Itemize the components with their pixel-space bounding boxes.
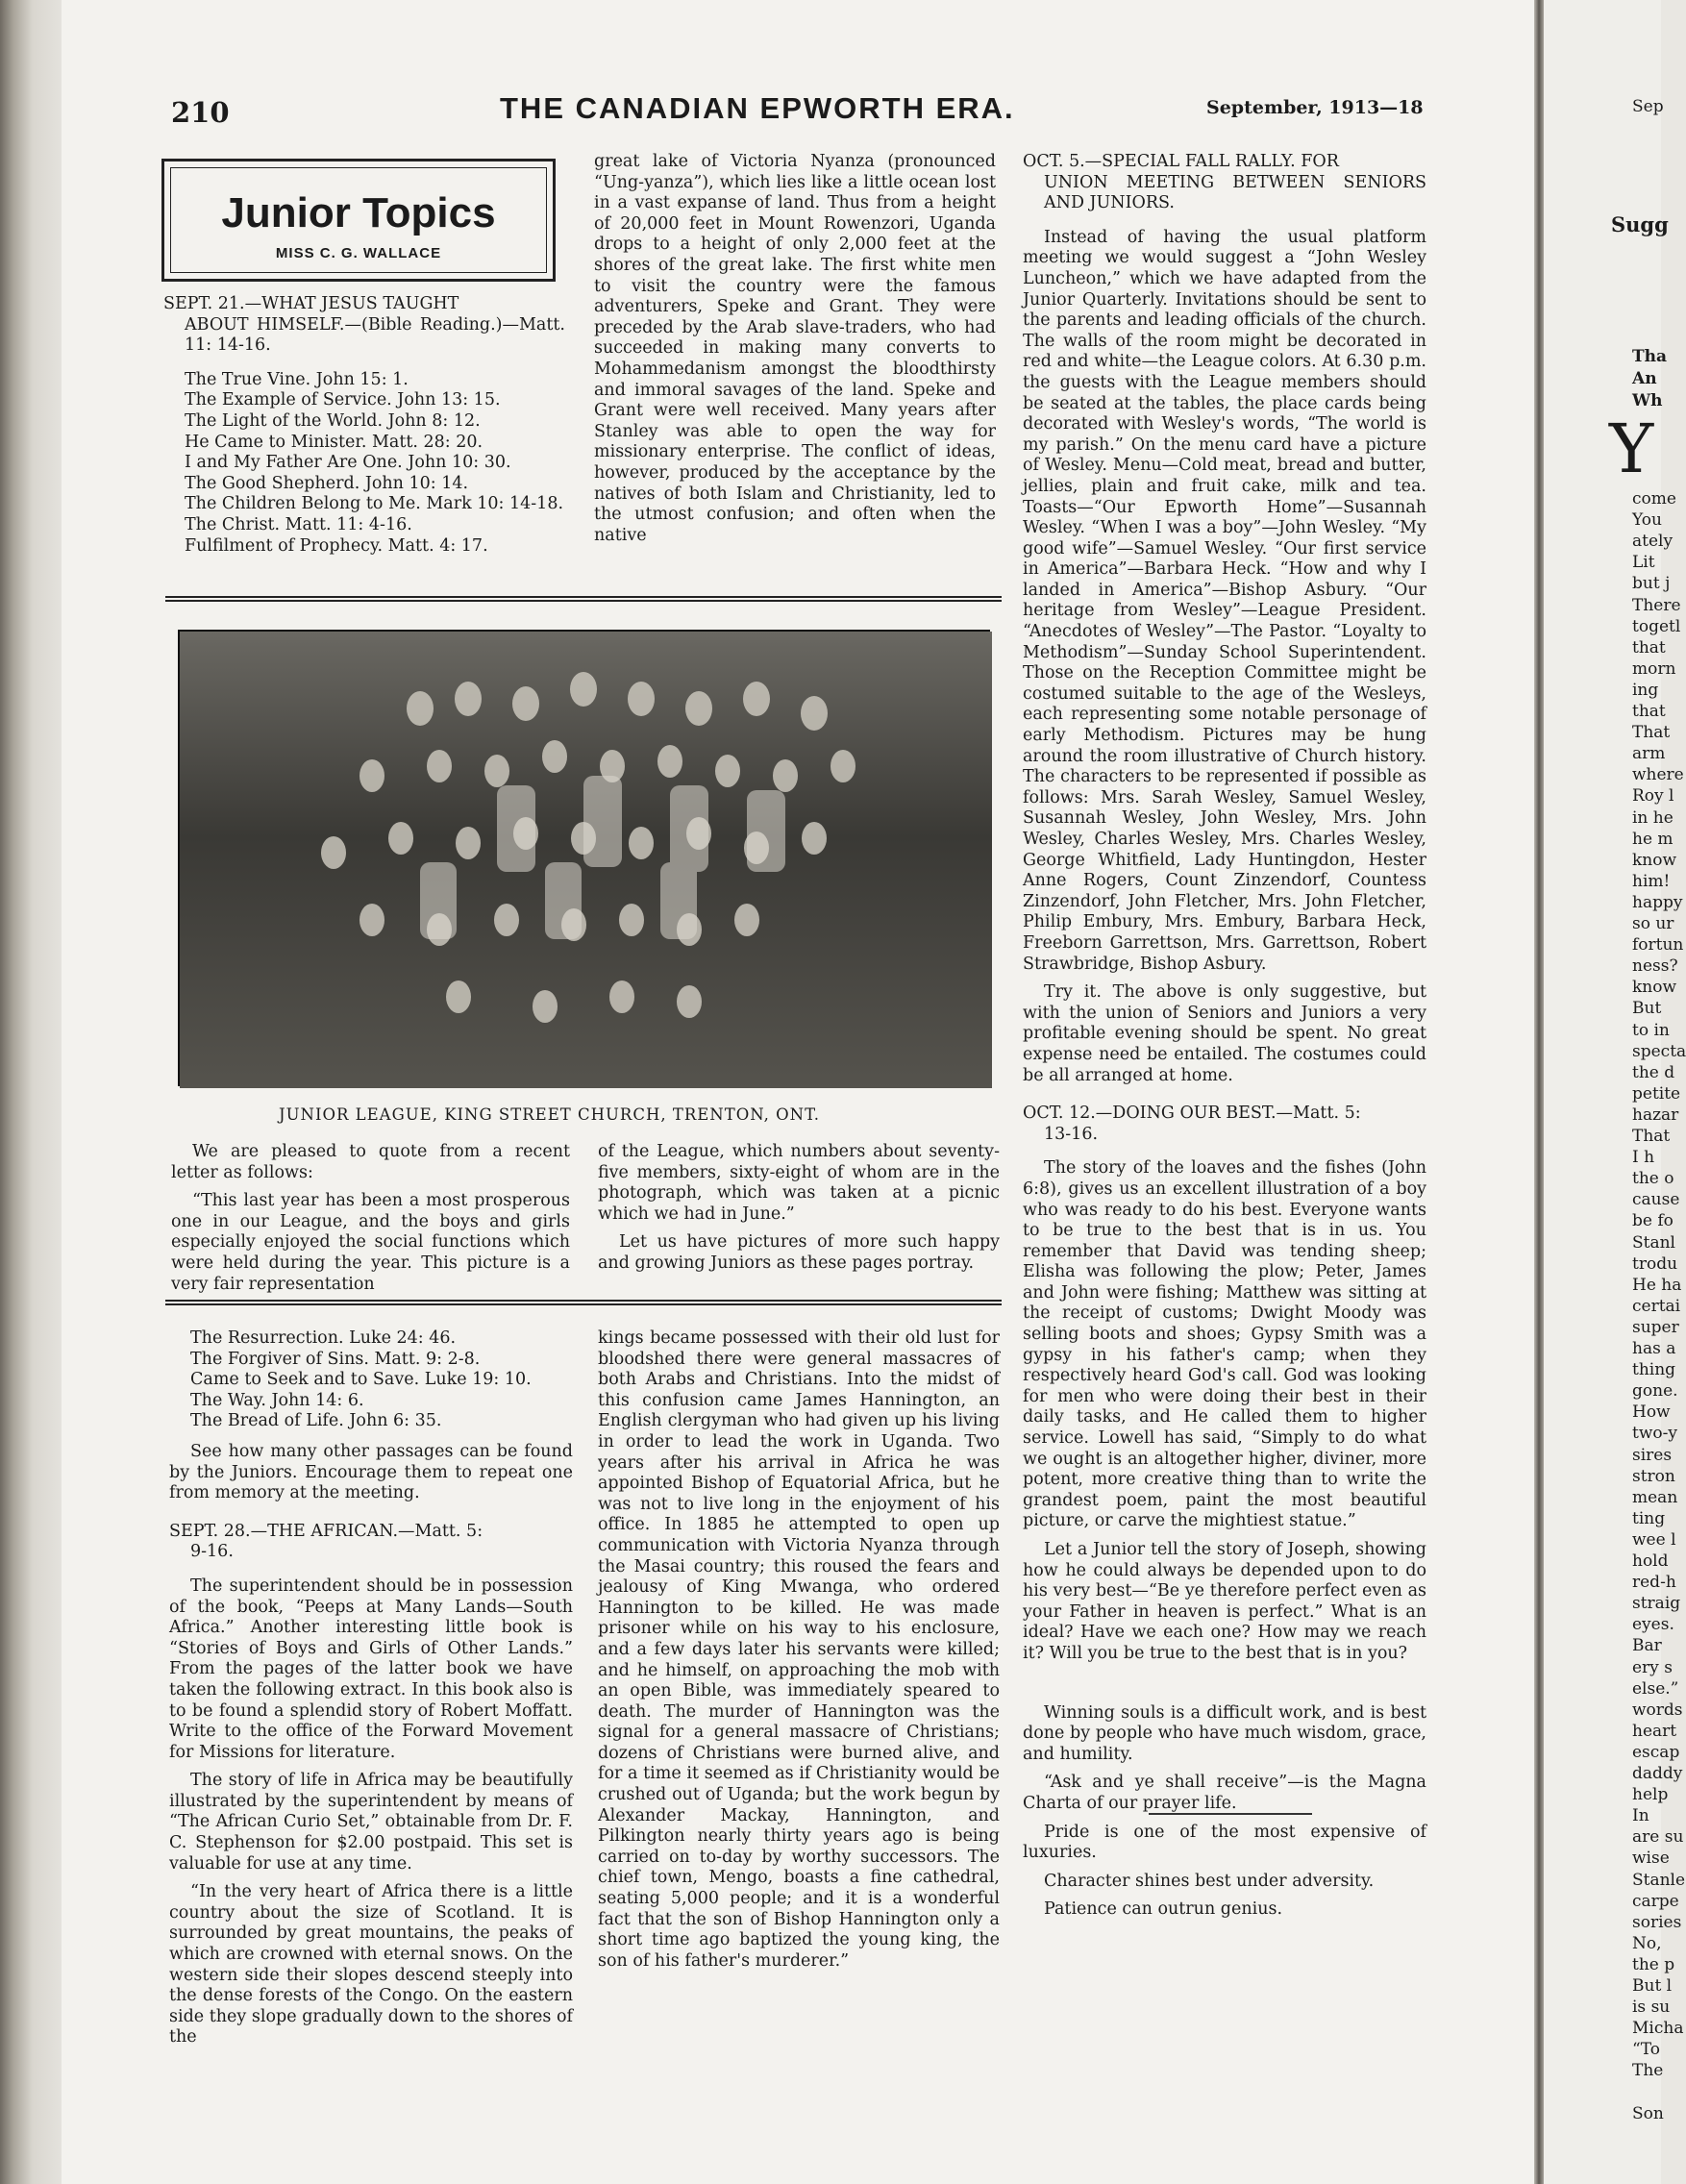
quote-pride: Pride is one of the most expensive of luxuries. — [1023, 1822, 1426, 1863]
column-3 — [1023, 152, 1426, 1928]
next-page-header: Sep — [1632, 97, 1664, 116]
sept28-heading — [169, 1522, 573, 1563]
next-page-fragment: that — [1632, 702, 1666, 721]
oct12-heading-line1: OCT. 12.—DOING OUR BEST.—Matt. 5: — [1023, 1104, 1361, 1124]
book-binding — [0, 0, 62, 2184]
next-page-fragment: to in — [1632, 1020, 1670, 1040]
next-page-fragment: ness? — [1632, 956, 1678, 977]
sept28-heading-line1: SEPT. 28.—THE AFRICAN.—Matt. 5: — [169, 1521, 483, 1541]
letter-right — [598, 1142, 1000, 1282]
next-page-fragment: the p — [1632, 1954, 1675, 1974]
uganda-paragraph: great lake of Victoria Nyanza (pronounced “Ung-yanza”), which lies like a little ocean lost in a vast expanse of land. Thus from a height of 20,000 feet in Mount Rowenzori, Uganda drops to a height of only 2,000 feet at the shores of the great lake. The first white men to visit the country were the famous adventurers, Speke and Grant. They were preceded by the Arab slave-traders, who had succeeded in making many converts to Mohammedanism amongst the bloodthirsty and immoral savages of the land. Speke and Grant were well received. Many years after Stanley was able to open the way for missionary enterprise. The conflict of ideas, however, produced by the acceptance by the natives of both Islam and Christianity, led to the utmost confusion; and often when the native — [594, 152, 996, 545]
next-page-fragment: the o — [1632, 1169, 1674, 1189]
letter-continued: of the League, which numbers about seventy-five members, sixty-eight of whom are in the photograph, which was taken at a picnic which we had in June.” — [598, 1142, 1000, 1224]
list-item: Came to Seek and to Save. Luke 19: 10. — [190, 1370, 532, 1390]
next-page-fragment: I h — [1632, 1148, 1655, 1168]
next-page-fragment: That — [1632, 1127, 1671, 1146]
junior-topics-box — [161, 159, 556, 282]
next-page-fragment: thing — [1632, 1360, 1676, 1380]
african-p2: The story of life in Africa may be beautifully illustrated by the superintendent by means of “The African Curio Set,” obtainable from Dr. F. C. Stephenson for $2.00 postpaid. This set is valuable for use at any time. — [169, 1771, 573, 1874]
column-2-top — [594, 152, 996, 554]
next-page-fragment: Roy l — [1632, 786, 1674, 807]
joseph-paragraph: Let a Junior tell the story of Joseph, showing how he could always be depended upon to do his very best—“Be ye therefore perfect even as your Father in heaven is perfect.” What is an ideal? Have we each one? How may we reach it? Will you be true to the best that is in you? — [1023, 1540, 1426, 1663]
list-item: He Came to Minister. Matt. 28: 20. — [185, 432, 483, 452]
short-divider — [1149, 1813, 1312, 1815]
hannington-paragraph: kings became possessed with their old lust for bloodshed there were general massacres of both Arabs and Christians. Into the midst of this confusion came James Hannington, an English clergyman who had given up his living in order to lead the work in Uganda. Two years after his arrival in Africa he was appointed Bishop of Equatorial Africa, but he was not to live long in the enjoyment of his office. In 1885 he attempted to open up communication with Victoria Nyanza through the Masai country; this roused the fears and jealousy of King Mwanga, who ordered Hannington to be killed. He was made prisoner while on his way to his enclosure, and a few days later his servants were killed; and he himself, on approaching the mob with an open Bible, was immediately speared to death. The murder of Hannington was the signal for a general massacre of Christians; dozens of Christians were burned alive, and for a time it seemed as if Christianity would be crushed out of Uganda; but the work begun by Alexander Mackay, Hannington, and Pilkington nearly thirty years ago is being carried on to-day by worthy successors. The chief town, Mengo, boasts a fine cathedral, seating 5,000 people; and it is a wonderful fact that the son of Bishop Hannington only a short time ago baptized the young king, the son of his father's murderer.” — [598, 1328, 1000, 1971]
letter-intro: We are pleased to quote from a recent letter as follows: — [171, 1142, 570, 1182]
scripture-list-1 — [163, 370, 565, 557]
oct12-heading — [1023, 1104, 1426, 1145]
double-rule-bottom — [165, 1300, 1002, 1305]
masthead: THE CANADIAN EPWORTH ERA. — [500, 91, 1015, 125]
next-page-fragment: but j — [1632, 574, 1671, 594]
next-page-fragment: “To — [1632, 2040, 1660, 2060]
next-page-fragment: know — [1632, 850, 1677, 870]
list-item: The Resurrection. Luke 24: 46. — [190, 1328, 457, 1348]
next-page-fragment: wee l — [1632, 1529, 1676, 1550]
next-page-edge — [1544, 0, 1686, 2184]
next-page-fragment: Stanle — [1632, 1870, 1686, 1890]
list-item: The Bread of Life. John 6: 35. — [190, 1411, 442, 1431]
sept21-heading — [163, 294, 565, 357]
next-page-fragment: super — [1632, 1317, 1679, 1337]
next-page-fragment: that — [1632, 637, 1666, 658]
next-page-fragment: else.” — [1632, 1678, 1679, 1699]
next-page-fragment: specta — [1632, 1041, 1686, 1061]
next-page-fragment: escap — [1632, 1742, 1680, 1762]
next-page-fragment: Stanl — [1632, 1232, 1675, 1253]
next-page-fragment: red-h — [1632, 1573, 1676, 1593]
next-page-fragment: But l — [1632, 1976, 1673, 1996]
quote-character: Character shines best under adversity. — [1044, 1871, 1375, 1891]
column-2-bottom — [598, 1328, 1000, 1979]
next-page-fragment: hold — [1632, 1551, 1669, 1571]
next-page-fragment: the d — [1632, 1062, 1675, 1082]
next-page-fragment: mean — [1632, 1487, 1678, 1507]
try-it-paragraph: Try it. The above is only suggestive, but with the union of Seniors and Juniors a very profitable evening should be spent. No great expense need be entailed. The costumes could be all arranged at home. — [1023, 982, 1426, 1085]
next-page-fragment: He ha — [1632, 1275, 1682, 1295]
next-page-fragment: An — [1632, 369, 1657, 388]
next-page-fragment: carpe — [1632, 1891, 1679, 1911]
list-item: The True Vine. John 15: 1. — [185, 369, 409, 389]
next-page-fragment: sires — [1632, 1445, 1673, 1465]
photo-caption: JUNIOR LEAGUE, KING STREET CHURCH, TRENTON, ONT. — [279, 1105, 820, 1124]
list-item: The Christ. Matt. 11: 4-16. — [185, 514, 412, 534]
next-page-fragment: know — [1632, 978, 1677, 998]
column-1-bottom — [169, 1328, 573, 2056]
list-item: The Children Belong to Me. Mark 10: 14-18. — [185, 494, 564, 514]
photo-image — [180, 632, 992, 1088]
next-page-fragment: hazar — [1632, 1104, 1679, 1125]
next-page-fragment: be fo — [1632, 1211, 1674, 1231]
next-page-fragment: has a — [1632, 1339, 1676, 1358]
next-page-fragment: There — [1632, 595, 1681, 615]
african-p1: The superintendent should be in possession of the book, “Peeps at Many Lands—South Africa.” Another interesting little book is “Stories of Boys and Girls of Other Lands.” From the pages of the latter book we have taken the following extract. In this book also is to be found a splendid story of Robert Moffatt. Write to the office of the Forward Movement for Missions for literature. — [169, 1576, 573, 1762]
section-byline: MISS C. G. WALLACE — [275, 245, 442, 261]
next-page-fragment: fortun — [1632, 935, 1684, 956]
next-page-fragment: straig — [1632, 1594, 1681, 1614]
list-item: The Forgiver of Sins. Matt. 9: 2-8. — [190, 1349, 481, 1369]
next-page-fragment: is su — [1632, 1998, 1671, 2018]
list-item: The Way. John 14: 6. — [190, 1390, 364, 1410]
next-page-fragment: In — [1632, 1806, 1649, 1826]
next-page-fragment: heart — [1632, 1721, 1677, 1741]
next-page-fragment: help — [1632, 1785, 1669, 1805]
next-page-fragment: come — [1632, 489, 1676, 509]
next-page-fragment: Tha — [1632, 347, 1668, 366]
next-page-fragment: petite — [1632, 1083, 1681, 1104]
next-page-fragment: trodu — [1632, 1253, 1678, 1274]
next-page-fragment: Micha — [1632, 2019, 1684, 2039]
quote-winning-souls: Winning souls is a difficult work, and is best done by people who have much wisdom, grace, and humility. — [1023, 1702, 1426, 1764]
list-item: The Light of the World. John 8: 12. — [185, 410, 481, 431]
next-page-fragment: so ur — [1632, 914, 1674, 933]
next-page-fragment: Lit — [1632, 553, 1655, 573]
next-page-fragment: ting — [1632, 1508, 1666, 1528]
next-page-fragment: him! — [1632, 871, 1671, 891]
junior-topics-box-inner — [170, 167, 547, 273]
next-page-fragment: are su — [1632, 1827, 1684, 1848]
next-page-fragment: in he — [1632, 807, 1674, 828]
letter-closing: Let us have pictures of more such happy and growing Juniors as these pages portray. — [598, 1232, 1000, 1273]
luncheon-paragraph: Instead of having the usual platform meeting we would suggest a “John Wesley Luncheon,” which we have adapted from the Junior Quarterly. Invitations should be sent to the parents and leading officials of the church. The walls of the room might be decorated in red and white—the League colors. At 6.30 p.m. the guests with the League members should be seated at the tables, the place cards being decorated with Wesley's words, “The world is my parish.” On the menu card have a picture of Wesley. Menu—Cold meat, bread and butter, jellies, plain and fruit cake, milk and tea. Toasts—“Our Epworth Home”—Susannah Wesley. “When I was a boy”—John Wesley. “My good wife”—Samuel Wesley. “Our first service in America”—Barbara Heck. “How and why I landed in America”—Bishop Asbury. “Our heritage from Wesley”—League President. “Anecdotes of Wesley”—The Pastor. “Loyalty to Methodism”—Sunday School Superintendent. Those on the Reception Committee might be costumed suitable to the age of the Wesleys, each representing some notable personage of early Methodism. Pictures may be hung around the room illustrative of Church history. The characters to be represented if possible as follows: Mrs. Sarah Wesley, Samuel Wesley, Susannah Wesley, John Wesley, Mrs. John Wesley, Charles Wesley, Mrs. Charles Wesley, George Whitfield, Lady Huntingdon, Hester Anne Rogers, Count Zinzendorf, Countess Zinzendorf, John Fletcher, Mrs. John Fletcher, Philip Embury, Mrs. Embury, Barbara Heck, Freeborn Garrettson, Mrs. Garrettson, Robert Strawbridge, Bishop Asbury. — [1023, 227, 1426, 974]
page-gutter — [1534, 0, 1544, 2184]
letter-left — [171, 1142, 570, 1303]
oct12-heading-line2: 13-16. — [1044, 1124, 1099, 1144]
next-page-fragment: words — [1632, 1700, 1683, 1720]
next-page-fragment: Bar — [1632, 1636, 1662, 1656]
african-p3: “In the very heart of Africa there is a little country about the size of Scotland. It is surrounded by great mountains, the peaks of which are crowned with eternal snows. On the western side their slopes descend steeply into the dense forests of the Congo. On the eastern side they slope gradually down to the shores of the — [169, 1882, 573, 2048]
oct5-heading-line2: UNION MEETING BETWEEN SENIORS AND JUNIORS. — [1044, 172, 1426, 213]
next-page-fragment: How — [1632, 1402, 1671, 1423]
next-page-fragment: You — [1632, 510, 1662, 531]
next-page-fragment: morn — [1632, 658, 1676, 679]
letter-quote: “This last year has been a most prosperous one in our League, and the boys and girls especially enjoyed the social functions which were held during the year. This picture is a very fair representation — [171, 1191, 570, 1294]
next-page-fragment: eyes. — [1632, 1615, 1674, 1635]
next-page-fragment: sories — [1632, 1912, 1682, 1932]
next-page-fragment: gone. — [1632, 1381, 1678, 1402]
next-page-fragment: ing — [1632, 680, 1659, 700]
column-1-top — [163, 294, 565, 566]
list-item: Fulfilment of Prophecy. Matt. 4: 17. — [185, 535, 488, 556]
next-page-fragment: where — [1632, 765, 1684, 785]
next-page-fragment: wise — [1632, 1849, 1670, 1869]
next-page-fragment: togetl — [1632, 616, 1681, 636]
next-page-fragment: he m — [1632, 829, 1674, 849]
next-page-fragment: No, — [1632, 1933, 1662, 1953]
next-page-fragment: certai — [1632, 1296, 1681, 1316]
list-item: I and My Father Are One. John 10: 30. — [185, 453, 511, 473]
quote-patience: Patience can outrun genius. — [1044, 1899, 1283, 1920]
next-page-drop-cap: Y — [1609, 410, 1654, 488]
list-item: The Good Shepherd. John 10: 14. — [185, 473, 469, 493]
next-page-fragment: The — [1632, 2061, 1664, 2081]
next-page-fragment: Son — [1632, 2103, 1664, 2123]
next-page-fragment: But — [1632, 999, 1662, 1019]
double-rule-top — [165, 596, 1002, 602]
next-page-fragment: That — [1632, 723, 1671, 743]
group-photograph — [178, 630, 990, 1086]
list-item: The Example of Service. John 13: 15. — [185, 390, 501, 410]
page-number: 210 — [171, 96, 230, 129]
oct5-heading — [1023, 152, 1426, 214]
oct5-heading-line1: OCT. 5.—SPECIAL FALL RALLY. FOR — [1023, 152, 1339, 171]
issue-date: September, 1913—18 — [1206, 97, 1424, 118]
next-page-fragment: ery s — [1632, 1657, 1673, 1677]
next-page-fragment: happy — [1632, 892, 1683, 912]
sept21-heading-line2: ABOUT HIMSELF.—(Bible Reading.)—Matt. 11: 14-16. — [185, 314, 565, 356]
next-page-fragment: stron — [1632, 1466, 1675, 1486]
see-how-paragraph: See how many other passages can be found by the Juniors. Encourage them to repeat one from memory at the meeting. — [169, 1441, 573, 1503]
next-page-fragment: two-y — [1632, 1424, 1677, 1444]
section-title: Junior Topics — [221, 189, 496, 236]
next-page-fragment: cause — [1632, 1190, 1680, 1210]
sept21-heading-line1: SEPT. 21.—WHAT JESUS TAUGHT — [163, 294, 459, 313]
scripture-list-2 — [169, 1328, 573, 1432]
sept28-heading-line2: 9-16. — [190, 1542, 234, 1562]
next-page-suggest: Sugg — [1611, 212, 1669, 236]
next-page-fragment: arm — [1632, 744, 1666, 764]
next-page-fragment: Wh — [1632, 391, 1663, 410]
loaves-paragraph: The story of the loaves and the fishes (John 6:8), gives us an excellent illustration of a boy who was ready to do his best. Everyone wants to be true to the best that is in us. You remember that David was tending sheep; Elisha was following the plow; Peter, James and John were fishing; Matthew was sitting at the receipt of customs; Dwight Moody was selling boots and shoes; Gypsy Smith was a gypsy in his father's camp; when they respectively heard God's call. God was looking for men who were doing their best in their daily tasks, and He called them to higher service. Lowell has said, “Simply to do what we ought is an altogether higher, diviner, more potent, more creative thing than to write the grandest poem, paint the most beautiful picture, or carve the mightiest statue.” — [1023, 1158, 1426, 1531]
next-page-fragment: ately — [1632, 532, 1674, 552]
quote-ask: “Ask and ye shall receive”—is the Magna Charta of our prayer life. — [1023, 1773, 1426, 1813]
next-page-fragment: daddy — [1632, 1764, 1683, 1783]
